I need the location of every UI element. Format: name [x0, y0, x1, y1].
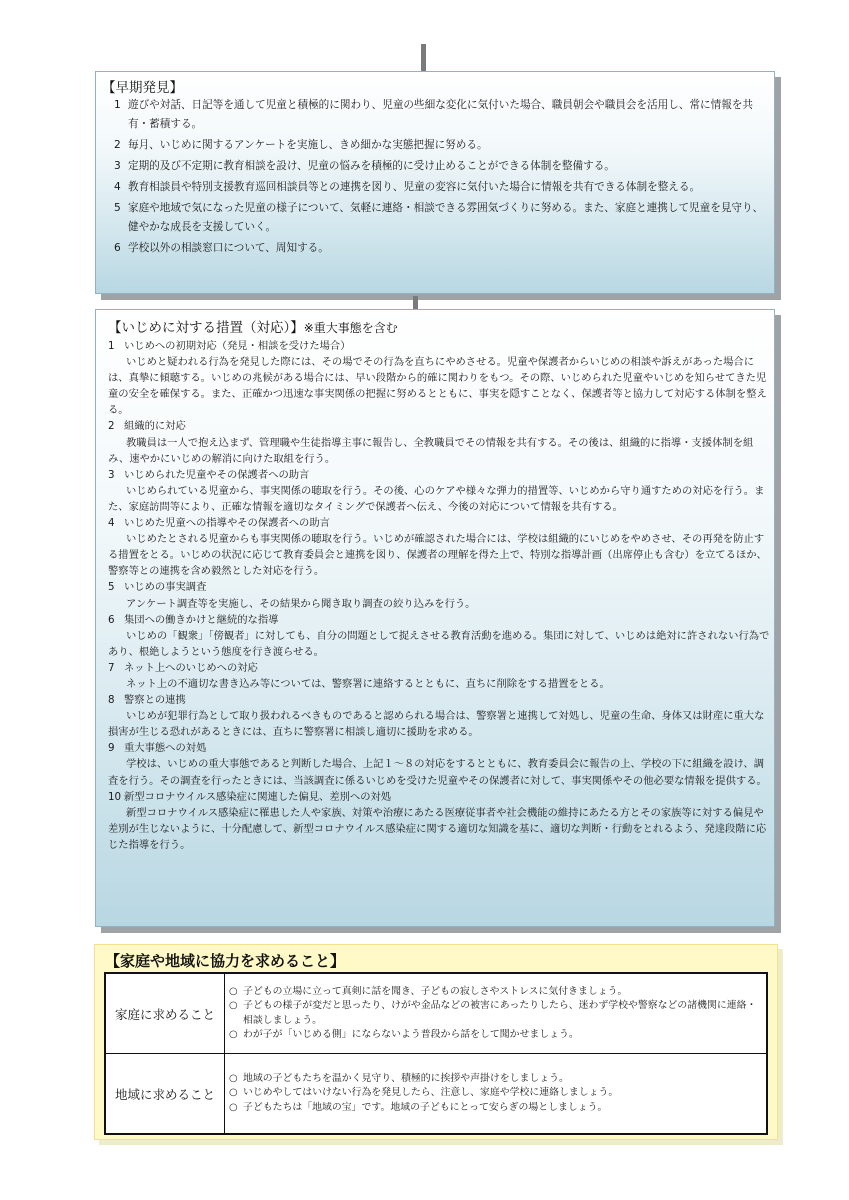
list-item — [108, 467, 770, 515]
list-item: 5 家庭や地域で気になった児童の様子について、気軽に連絡・相談できる雰囲気づくりに努める。また、家庭と連携して児童を見守り、健やかな成長を支援していく。 — [114, 202, 764, 233]
list-item — [108, 579, 770, 611]
middle-connector-bar — [413, 296, 418, 309]
measure-heading: 9 重大事態への対処 — [108, 742, 207, 755]
measure-heading: 8 警察との連携 — [108, 694, 186, 707]
home-requests — [225, 973, 768, 1054]
measure-body: アンケート調査等を実施し、その結果から聞き取り調査の絞り込みを行う。 — [126, 597, 476, 610]
list-item — [108, 515, 770, 579]
community-requests — [225, 1054, 768, 1135]
early-detection-panel — [95, 71, 775, 294]
cooperation-panel — [94, 944, 778, 1140]
list-item: ○ 地域の子どもたちを温かく見守り、積極的に挨拶や声掛けをしましょう。 — [229, 1072, 569, 1084]
list-item: ○ 子どもの立場に立って真剣に話を聞き、子どもの寂しさやストレスに気付きましょう。 — [229, 985, 628, 997]
measures-note: ※重大事態を含む — [303, 321, 398, 335]
early-detection-title: 【早期発見】 — [102, 80, 183, 96]
list-item: 2 毎月、いじめに関するアンケートを実施し、きめ細かな実態把握に努める。 — [114, 139, 488, 151]
measure-heading: 3 いじめられた児童やその保護者への助言 — [108, 468, 310, 481]
measures-title: 【いじめに対する措置（対応）】※重大事態を含む — [108, 320, 398, 336]
measure-heading: 10 新型コロナウイルス感染症に関連した偏見、差別への対処 — [108, 790, 392, 803]
measure-heading: 5 いじめの事実調査 — [108, 581, 207, 594]
list-item: 6 学校以外の相談窓口について、周知する。 — [114, 242, 329, 254]
measure-body: 新型コロナウイルス感染症に罹患した人や家族、対策や治療にあたる医療従事者や社会機能の維持にあたる方とその家族等に対する偏見や差別が生じないように、十分配慮して、新型コロナウイルス感染症に関する適切な知識を基に、適切な判断・行動をとれるよう、発達段階に応じた指導を行う。 — [108, 806, 767, 851]
measure-heading: 6 集団への働きかけと継続的な指導 — [108, 613, 279, 626]
list-item: 4 教育相談員や特別支援教育巡回相談員等との連携を図り、児童の変容に気付いた場合に情報を共有できる体制を整える。 — [114, 181, 701, 193]
list-item — [108, 612, 770, 660]
cooperation-title: 【家庭や地域に協力を求めること】 — [105, 952, 346, 970]
table-row — [105, 973, 767, 1054]
list-item: ○ いじめやしてはいけない行為を発見したら、注意し、家庭や学校に連絡しましょう。 — [229, 1087, 619, 1099]
measure-body: いじめと疑われる行為を発見した際には、その場でその行為を直ちにやめさせる。児童や保護者からいじめの相談や訴えがあった場合には、真摯に傾聴する。いじめの兆候がある場合には、早い段階から的確に関わりをもつ。その際、いじめられた児童やいじめを知らせてきた児童の安全を確保する。また、正確かつ迅速な事実関係の把握に努めるとともに、事実を隠すことなく、保護者等と協力して対応する体制を整える。 — [108, 356, 767, 417]
list-item: ○ わが子が「いじめる側」にならないよう普段から話をして聞かせましょう。 — [229, 1028, 579, 1040]
list-item — [108, 418, 770, 466]
list-item: ○ 子どもたちは「地域の宝」です。地域の子どもにとって安らぎの場としましょう。 — [229, 1101, 608, 1113]
list-item: ○ 子どもの様子が変だと思ったり、けがや金品などの被害にあったりしたら、迷わず学校や警察などの諸機関に連絡・相談しましょう。 — [229, 1000, 757, 1026]
community-label: 地域に求めること — [105, 1054, 225, 1135]
measure-body: 学校は、いじめの重大事態であると判断した場合、上記１～８の対応をするとともに、教育委員会に報告の上、学校の下に組織を設け、調査を行う。その調査を行ったときには、当該調査に係るいじめを受けた児童やその保護者に対して、事実関係やその他必要な情報を提供する。 — [108, 758, 767, 787]
bullying-measures-panel — [95, 309, 775, 927]
list-item — [108, 789, 770, 853]
measure-body: ネット上の不適切な書き込み等については、警察署に連絡するとともに、直ちに削除をする措置をとる。 — [126, 677, 610, 690]
measure-heading: 7 ネット上へのいじめへの対応 — [108, 661, 258, 674]
list-item — [108, 692, 770, 740]
list-item — [108, 660, 770, 692]
measure-body: いじめの「観衆」「傍観者」に対しても、自分の問題として捉えさせる教育活動を進める。集団に対して、いじめは絶対に許されない行為であり、根絶しようという態度を行き渡らせる。 — [108, 629, 770, 658]
measures-list — [108, 338, 770, 853]
measure-heading: 1 いじめへの初期対応（発見・相談を受けた場合） — [108, 340, 351, 352]
cooperation-table — [104, 972, 768, 1135]
table-row — [105, 1054, 767, 1135]
early-detection-list — [114, 96, 764, 258]
home-label: 家庭に求めること — [105, 973, 225, 1054]
list-item: 3 定期的及び不定期に教育相談を設け、児童の悩みを積極的に受け止めることができる体制を整備する。 — [114, 160, 615, 172]
measure-heading: 2 組織的に対応 — [108, 420, 186, 433]
list-item — [108, 740, 770, 788]
top-connector-bar — [421, 44, 426, 71]
measure-body: いじめられている児童から、事実関係の聴取を行う。その後、心のケアや様々な弾力的措置等、いじめから守り通すための対応を行う。また、家庭訪問等により、正確な情報を適切なタイミングで保護者へ伝え、今後の対応について情報を共有する。 — [108, 484, 765, 513]
measure-body: 教職員は一人で抱え込まず、管理職や生徒指導主事に報告し、全教職員でその情報を共有する。その後は、組織的に指導・支援体制を組み、速やかにいじめの解消に向けた取組を行う。 — [108, 436, 754, 465]
measure-body: いじめたとされる児童からも事実関係の聴取を行う。いじめが確認された場合には、学校は組織的にいじめをやめさせ、その再発を防止する措置をとる。いじめの状況に応じて教育委員会と連携を図り、保護者の理解を得た上で、特別な指導計画（出席停止も含む）を立てるほか、警察等との連携を含め毅然とした対応を行う。 — [108, 533, 767, 578]
list-item — [108, 338, 770, 418]
measure-heading: 4 いじめた児童への指導やその保護者への助言 — [108, 517, 330, 530]
list-item: 1 遊びや対話、日記等を通して児童と積極的に関わり、児童の些細な変化に気付いた場合、職員朝会や職員会を活用し、常に情報を共有・蓄積する。 — [114, 99, 754, 130]
measure-body: いじめが犯罪行為として取り扱われるべきものであると認められる場合は、警察署と連携して対処し、児童の生命、身体又は財産に重大な損害が生じる恐れがあるときには、直ちに警察署に相談し適切に援助を求める。 — [108, 710, 765, 739]
